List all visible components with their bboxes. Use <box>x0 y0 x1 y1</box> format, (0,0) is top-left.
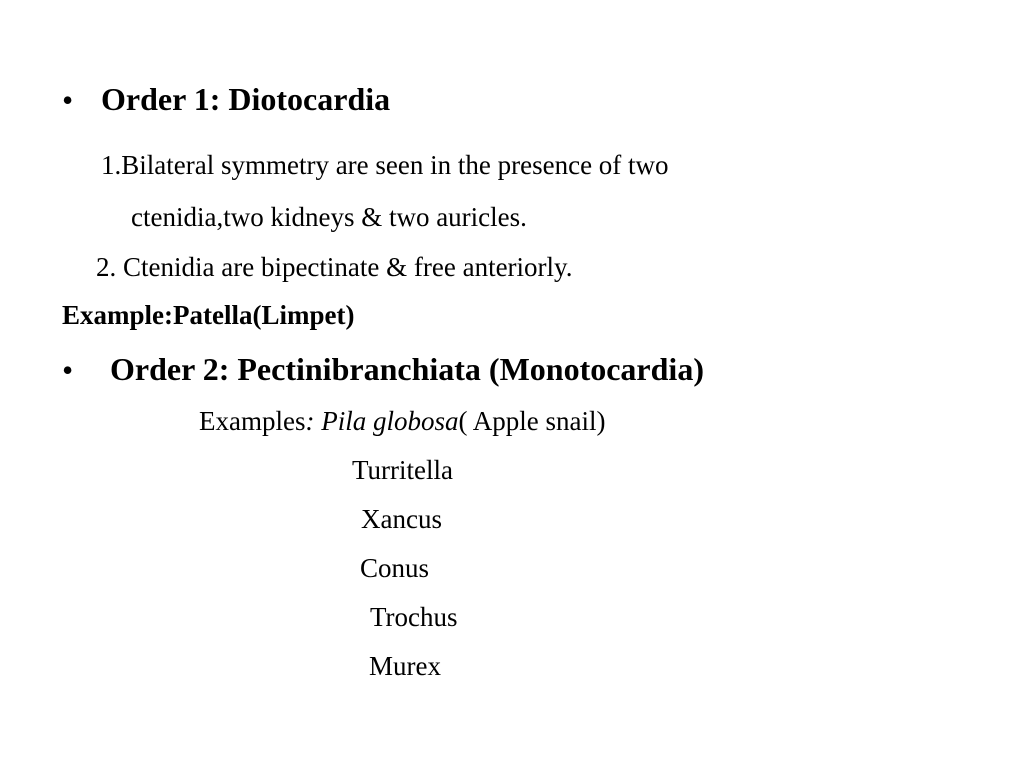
order-1-point-2: 2. Ctenidia are bipectinate & free anteriorly. <box>96 252 573 282</box>
bullet-order-1: • <box>62 82 74 118</box>
order-1-example: Example:Patella(Limpet) <box>62 300 355 330</box>
example-item: Conus <box>360 553 430 583</box>
order-2-examples-line <box>199 408 605 435</box>
bullet-order-2: • <box>62 352 74 388</box>
species-pila-globosa: Pila globosa <box>321 406 459 436</box>
order-1-heading: Order 1: Diotocardia <box>101 81 391 117</box>
common-name-apple-snail: ( Apple snail) <box>458 406 606 436</box>
examples-colon: : <box>305 406 322 436</box>
example-item: Turritella <box>352 455 453 485</box>
example-item: Xancus <box>361 504 442 534</box>
example-item: Trochus <box>370 602 458 632</box>
examples-label: Examples <box>199 406 306 436</box>
order-1-point-1-line-2: ctenidia,two kidneys & two auricles. <box>131 202 527 232</box>
order-2-heading: Order 2: Pectinibranchiata (Monotocardia) <box>110 351 704 387</box>
order-1-point-1-line-1: 1.Bilateral symmetry are seen in the presence of two <box>101 150 669 180</box>
example-item: Murex <box>369 651 441 681</box>
